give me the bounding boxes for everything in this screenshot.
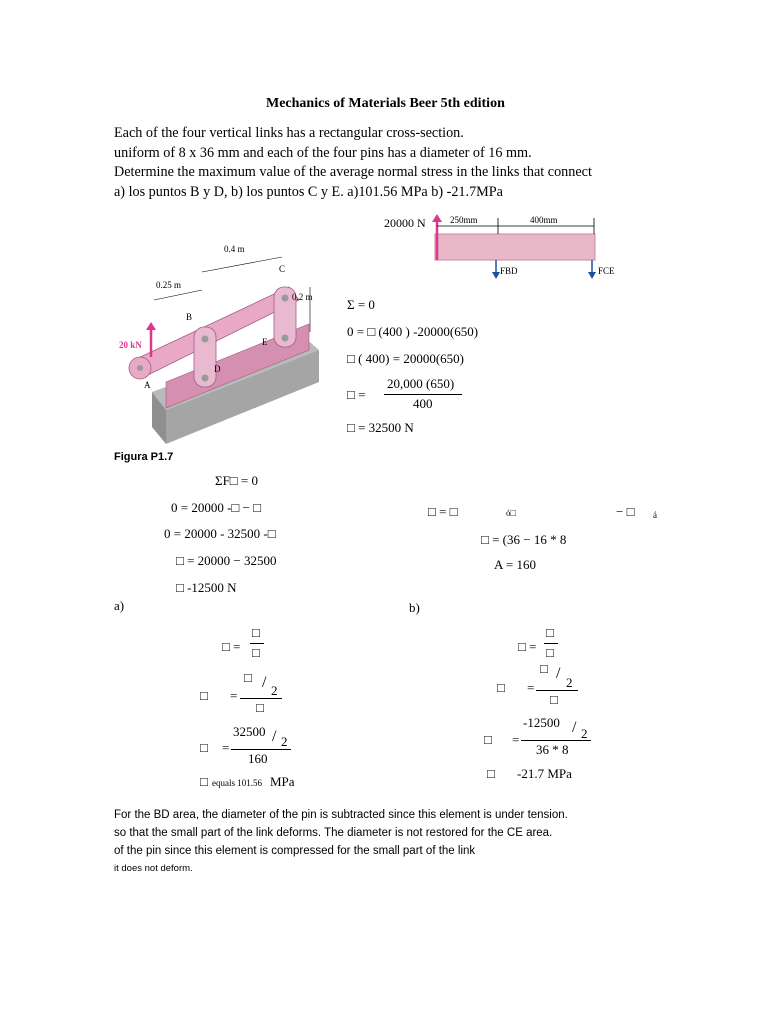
part-a-stress-num: □ <box>252 625 260 640</box>
part-a-s4-unit: MPa <box>270 774 295 789</box>
part-b-s3-eq: = <box>512 732 520 747</box>
dim-line-04 <box>202 257 282 272</box>
part-b-s2-eq: = <box>527 680 535 695</box>
area-eq-1-mid: ó□ <box>506 508 516 518</box>
part-a-stress-den: □ <box>252 645 260 660</box>
fce-arrowhead <box>588 272 596 279</box>
figure-svg <box>114 232 329 457</box>
problem-line-1: Each of the four vertical links has a rectangular cross-section. <box>114 125 464 141</box>
conclusion-line-1: For the BD area, the diameter of the pin is subtracted since this element is under tension. <box>114 809 568 821</box>
part-b-s4-result: -21.7 MPa <box>517 766 572 781</box>
fbd-force-bd: FBD <box>500 266 518 276</box>
moment-eq-1: Σ = 0 <box>347 297 375 312</box>
part-a-s3-two: 2 <box>281 734 288 749</box>
figure-point-c: C <box>279 264 286 274</box>
area-eq-1-end: á <box>653 510 657 520</box>
part-a-stress-lhs: □ = <box>222 639 241 654</box>
problem-line-4: a) los puntos B y D, b) los puntos C y E. a)101.56 MPa b) -21.7MPa <box>114 184 503 200</box>
part-a-s2-slash: / <box>262 674 267 691</box>
part-a-label: a) <box>114 598 125 613</box>
fbd-dim-250: 250mm <box>450 215 478 225</box>
moment-eq-5: □ = 32500 N <box>347 420 414 435</box>
part-b-s4-lhs: □ <box>487 766 495 781</box>
force-eq-3: 0 = 20000 - 32500 -□ <box>164 526 276 541</box>
figure-point-a: A <box>144 380 151 390</box>
moment-eq-4-lhs: □ = <box>347 387 366 402</box>
part-b-s3-lhs: □ <box>484 732 492 747</box>
pin-b <box>202 336 209 343</box>
area-eq-1-rhs: − □ <box>616 504 635 519</box>
pin-c <box>282 295 289 302</box>
part-b-frac-bar-3 <box>521 740 591 741</box>
part-a-s2-two: 2 <box>271 683 278 698</box>
part-a-s3-num: 32500 <box>233 724 266 739</box>
force-arrowhead <box>146 322 156 330</box>
area-eq-3: A = 160 <box>494 557 537 572</box>
problem-line-3: Determine the maximum value of the average normal stress in the links that connect <box>114 164 592 180</box>
figure-caption: Figura P1.7 <box>114 451 174 463</box>
load-arrowhead <box>432 214 442 222</box>
moment-eq-3: □ ( 400) = 20000(650) <box>347 351 464 366</box>
pin-d <box>202 375 209 382</box>
figure-dim-025: 0.25 m <box>156 280 182 290</box>
part-a-s3-slash: / <box>272 728 277 745</box>
figure-load-label: 20 kN <box>119 340 142 350</box>
part-a-frac-bar-3 <box>231 749 291 750</box>
figure-dim-02: 0.2 m <box>292 292 313 302</box>
moment-eq-4-den: 400 <box>413 396 433 411</box>
part-b-s3-den: 36 * 8 <box>536 742 569 757</box>
part-a-frac-bar-1 <box>250 643 264 644</box>
part-a-s2-eq: = <box>230 688 238 703</box>
force-eq-2: 0 = 20000 -□ − □ <box>171 500 261 515</box>
moment-fraction-bar <box>384 394 462 395</box>
part-b-frac-bar-2 <box>536 690 578 691</box>
part-b-stress-lhs: □ = <box>518 639 537 654</box>
part-b-s2-two: 2 <box>566 675 573 690</box>
force-eq-1: ΣF□ = 0 <box>215 473 258 488</box>
fbd-load-label: 20000 N <box>384 216 426 230</box>
part-b-label: b) <box>409 600 420 615</box>
force-eq-5: □ -12500 N <box>176 580 237 595</box>
fbd-arrowhead <box>492 272 500 279</box>
part-b-s2-slash: / <box>556 665 561 682</box>
figure-dim-04: 0.4 m <box>224 244 245 254</box>
part-a-s4-lhs: □ <box>200 774 208 789</box>
part-b-s2-lhs: □ <box>497 680 505 695</box>
part-a-frac-bar-2 <box>240 698 282 699</box>
fbd-dim-400: 400mm <box>530 215 558 225</box>
part-b-stress-den: □ <box>546 645 554 660</box>
beam-shape <box>435 234 595 260</box>
part-a-s3-eq: = <box>222 740 230 755</box>
part-b-s3-slash: / <box>572 719 577 736</box>
part-b-s2-num: □ <box>540 661 548 676</box>
part-a-s2-lhs: □ <box>200 688 208 703</box>
problem-line-2: uniform of 8 x 36 mm and each of the four pins has a diameter of 16 mm. <box>114 145 532 161</box>
moment-eq-4-num: 20,000 (650) <box>387 376 455 391</box>
area-eq-2: □ = (36 − 16 * 8 <box>481 532 567 547</box>
figure-point-e: E <box>262 337 268 347</box>
figure-point-d: D <box>214 364 221 374</box>
conclusion-line-4: it does not deform. <box>114 863 193 874</box>
part-b-frac-bar-1 <box>544 643 558 644</box>
dim-line-025 <box>154 290 202 300</box>
moment-eq-2: 0 = □ (400 ) -20000(650) <box>347 324 479 339</box>
fbd-force-ce: FCE <box>598 266 615 276</box>
part-b-s3-two: 2 <box>581 726 588 741</box>
pin-e <box>282 335 289 342</box>
free-body-diagram <box>380 212 615 287</box>
figure-point-b: B <box>186 312 193 322</box>
part-a-s3-lhs: □ <box>200 740 208 755</box>
part-a-s2-den: □ <box>256 700 264 715</box>
figure-p1-7 <box>114 232 329 463</box>
part-b-s3-num: -12500 <box>523 715 560 730</box>
conclusion-line-2: so that the small part of the link deforms. The diameter is not restored for the CE area. <box>114 827 553 839</box>
pin-a <box>137 365 143 371</box>
part-a-s3-den: 160 <box>248 751 268 766</box>
conclusion-line-3: of the pin since this element is compressed for the small part of the link <box>114 845 476 857</box>
part-b-s2-den: □ <box>550 692 558 707</box>
part-b-stress-num: □ <box>546 625 554 640</box>
area-eq-1-lhs: □ = □ <box>428 504 458 519</box>
part-a-s2-num: □ <box>244 670 252 685</box>
page-title: Mechanics of Materials Beer 5th edition <box>266 96 505 111</box>
part-a-s4-result: equals 101.56 <box>212 778 262 788</box>
force-eq-4: □ = 20000 − 32500 <box>176 553 277 568</box>
